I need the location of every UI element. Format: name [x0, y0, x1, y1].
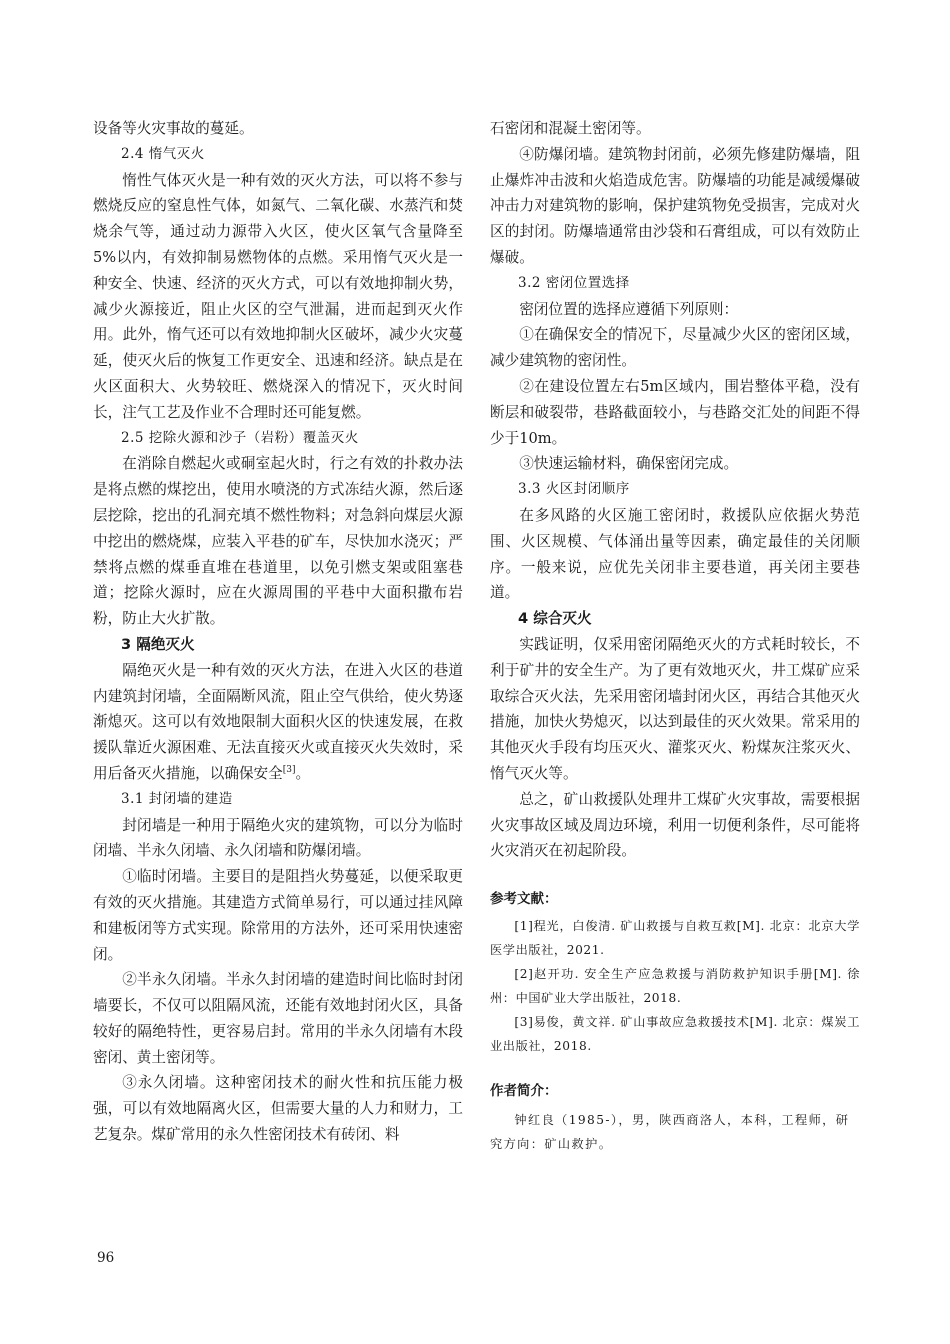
paragraph-text: 石密闭和混凝土密闭等。 [490, 120, 651, 137]
paragraph [93, 658, 463, 787]
paragraph [490, 142, 860, 271]
paragraph-text: ③永久闭墙。这种密闭技术的耐火性和抗压能力极强，可以有效地隔离火区，但需要大量的人力和财力，工艺复杂。煤矿常用的永久性密闭技术有砖闭、料 [93, 1074, 463, 1144]
paragraph-text: 设备等火灾事故的蔓延。 [93, 120, 254, 137]
paragraph [490, 374, 860, 451]
paragraph-text: ①临时闭墙。主要目的是阻挡火势蔓延，以便采取更有效的灭火措施。其建造方式简单易行，可以通过挂风障和建板闭等方式实现。除常用的方法外，还可采用快速密闭。 [93, 868, 463, 963]
chapter-heading [93, 632, 463, 658]
page-number: 96 [97, 1250, 115, 1266]
paragraph [490, 297, 860, 323]
paragraph-text: 封闭墙是一种用于隔绝火灾的建筑物，可以分为临时闭墙、半永久闭墙、永久闭墙和防爆闭墙。 [93, 816, 463, 860]
author-title: 作者简介： [490, 1083, 558, 1100]
paragraph [93, 451, 463, 632]
section-heading [93, 426, 463, 452]
paragraph [490, 632, 860, 787]
references-title: 参考文献： [490, 891, 558, 908]
paragraph [93, 116, 463, 142]
reference-item: [1]程光，白俊清. 矿山救援与自救互救[M]. 北京：北京大学医学出版社，2021. [490, 919, 860, 958]
paragraph-text: ①在确保安全的情况下，尽量减少火区的密闭区域，减少建筑物的密闭性。 [490, 326, 860, 370]
paragraph-text: 总之，矿山救援队处理井工煤矿火灾事故，需要根据火灾事故区域及周边环境，利用一切便利条件，尽可能将火灾消灭在初起阶段。 [490, 790, 860, 860]
paragraph-text: 在消除自燃起火或硐室起火时，行之有效的扑救办法是将点燃的煤挖出，使用水喷浇的方式冻结火源，然后逐层挖除，挖出的孔洞充填不燃性物料；对急斜向煤层火源中挖出的燃烧煤，应装入平巷的矿车，尽快加水浇灭；严禁将点燃的煤垂直堆在巷道里，以免引燃支架或阻塞巷道；挖除火源时，应在火源周围的平巷中大面积撒布岩粉，防止大火扩散。 [93, 455, 463, 628]
section-heading [490, 477, 860, 503]
right-column [490, 116, 860, 864]
paragraph-text: 惰性气体灭火是一种有效的灭火方法，可以将不参与燃烧反应的窒息性气体，如氮气、二氧化碳、水蒸汽和焚烧余气等，通过动力源带入火区，使火区氧气含量降至5%以内，有效抑制易燃物体的点燃。采用惰气灭火是一种安全、快速、经济的灭火方式，可以有效地抑制火势，减少火源接近，阻止火区的空气泄漏，进而起到灭火作用。此外，惰气还可以有效地抑制火区破坏，减少火灾蔓延，使灭火后的恢复工作更安全、迅速和经济。缺点是在火区面积大、火势较旺、燃烧深入的情况下，灭火时间长，注气工艺及作业不合理时还可能复燃。 [93, 171, 463, 421]
paragraph [93, 813, 463, 865]
paragraph [490, 451, 860, 477]
paragraph-text: 3.1 封闭墙的建造 [121, 790, 233, 807]
paragraph-text: 2.4 惰气灭火 [121, 145, 205, 162]
paragraph [490, 787, 860, 864]
paragraph-text: 3.3 火区封闭顺序 [518, 481, 630, 498]
reference-item: [3]易俊，黄文祥. 矿山事故应急救援技术[M]. 北京：煤炭工业出版社，2018. [490, 1015, 860, 1054]
paragraph [490, 503, 860, 606]
section-heading [490, 271, 860, 297]
paragraph-tail: 。 [295, 764, 311, 782]
paragraph-text: ②半永久闭墙。半永久封闭墙的建造时间比临时封闭墙要长，不仅可以阻隔风流，还能有效地封闭火区，具备较好的隔绝特性，更容易启封。常用的半永久闭墙有木段密闭、黄土密闭等。 [93, 971, 463, 1066]
paragraph [93, 1070, 463, 1147]
section-heading [93, 787, 463, 813]
paragraph-text: ②在建设位置左右5m区域内，围岩整体平稳，没有断层和破裂带，巷路截面较小，与巷路交汇处的间距不得少于10m。 [490, 377, 860, 447]
paragraph-text: 隔绝灭火是一种有效的灭火方法，在进入火区的巷道内建筑封闭墙，全面隔断风流，阻止空气供给，使火势逐渐熄灭。这可以有效地限制大面积火区的快速发展，在救援队靠近火源困难、无法直接灭火或直接灭火失效时，采用后备灭火措施，以确保安全 [93, 661, 463, 782]
paragraph-text: 2.5 挖除火源和沙子（岩粉）覆盖灭火 [121, 429, 359, 446]
chapter-heading [490, 606, 860, 632]
references-list [490, 914, 860, 1058]
paragraph [93, 864, 463, 967]
references-section [490, 888, 860, 1058]
paragraph [490, 322, 860, 374]
paragraph [93, 967, 463, 1070]
reference-item: [2]赵开功. 安全生产应急救援与消防救护知识手册[M]. 徐州：中国矿业大学出版社，2018. [490, 967, 860, 1006]
paragraph-text: 实践证明，仅采用密闭隔绝灭火的方式耗时较长，不利于矿井的安全生产。为了更有效地灭火，井工煤矿应采取综合灭火法，先采用密闭墙封闭火区，再结合其他灭火措施，加快火势熄灭，以达到最佳的灭火效果。常采用的其他灭火手段有均压灭火、灌浆灭火、粉煤灰注浆灭火、惰气灭火等。 [490, 635, 860, 782]
citation-marker: [3] [282, 765, 296, 776]
author-section [490, 1080, 860, 1156]
section-heading [93, 142, 463, 168]
paragraph-text: 4 综合灭火 [518, 610, 592, 628]
paragraph-text: 3.2 密闭位置选择 [518, 274, 630, 291]
paragraph-text: ④防爆闭墙。建筑物封闭前，必须先修建防爆墙，阻止爆炸冲击波和火焰造成危害。防爆墙的功能是减缓爆破冲击力对建筑物的影响，保护建筑物免受损害，完成对火区的封闭。防爆墙通常由沙袋和石膏组成，可以有效防止爆破。 [490, 145, 860, 266]
paragraph-text: 在多风路的火区施工密闭时，救援队应依据火势范围、火区规模、气体涌出量等因素，确定最佳的关闭顺序。一般来说，应优先关闭非主要巷道，再关闭主要巷道。 [490, 506, 860, 602]
paragraph [490, 116, 860, 142]
paragraph-text: 密闭位置的选择应遵循下列原则： [519, 300, 739, 318]
paragraph-text: ③快速运输材料，确保密闭完成。 [519, 455, 739, 473]
paragraph-text: 3 隔绝灭火 [121, 635, 195, 653]
author-bio: 钟红良（1985-），男，陕西商洛人，本科，工程师，研究方向：矿山救护。 [490, 1113, 850, 1152]
paragraph [93, 168, 463, 426]
right-column-wrapper [490, 116, 860, 1156]
left-column [93, 116, 463, 1148]
